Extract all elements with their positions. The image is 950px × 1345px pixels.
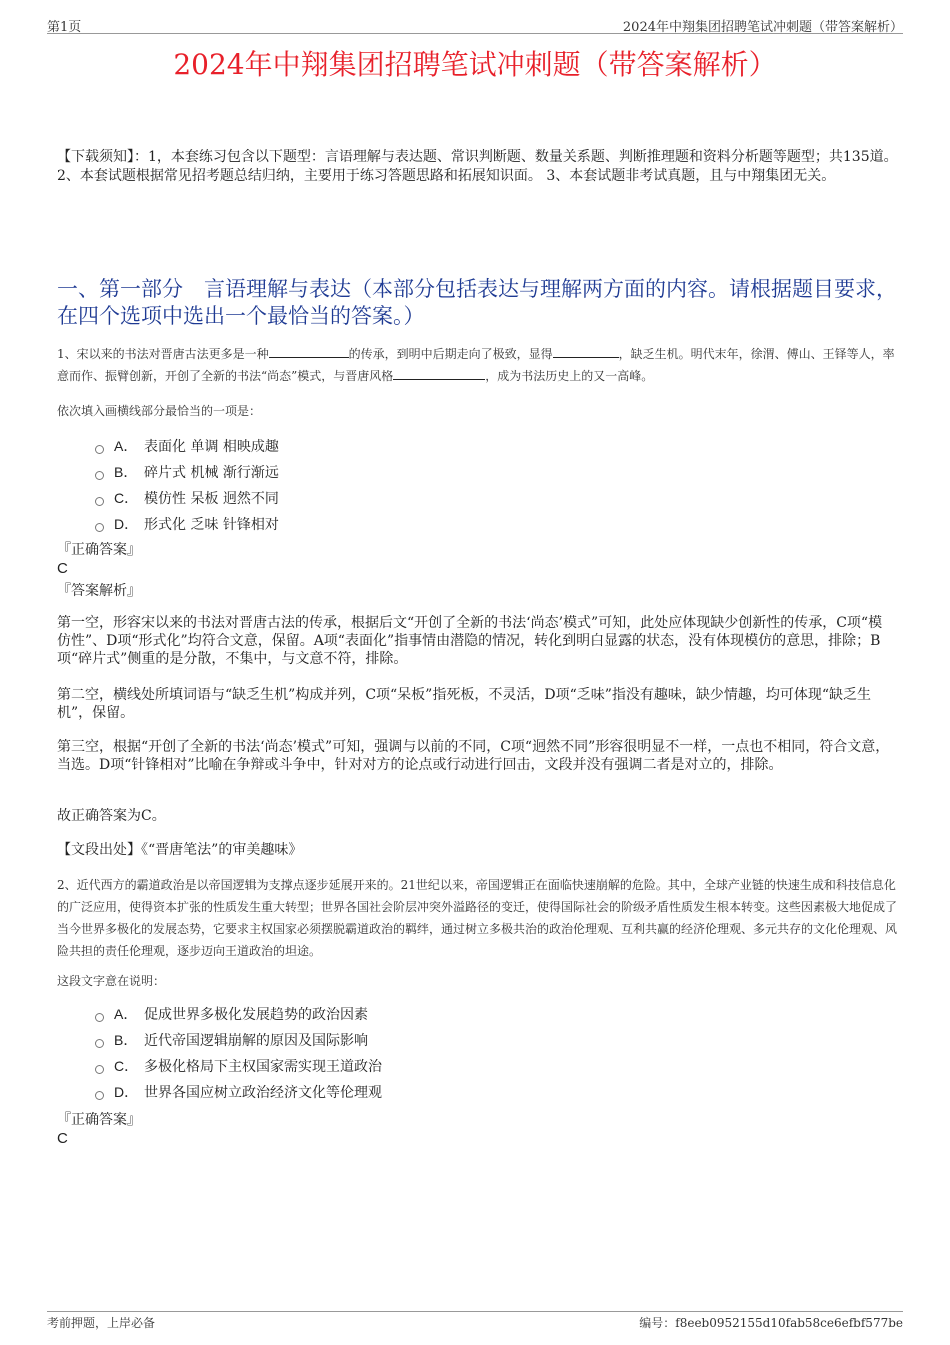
footer-slogan: 考前押题，上岸必备 [47, 1316, 156, 1330]
source-citation: 【文段出处】《“晋唐笔法”的审美趣味》 [57, 842, 303, 858]
analysis-paragraph: 第三空，根据“开创了全新的书法‘尚态’模式”可知，强调与以前的不同，C项“迥然不同”形容很明显不一样，一点也不相同，符合文意，当选。D项“针锋相对”比喻在争辩或斗争中，针对对方的论点或行动进行回击，文段并没有强调二者是对立的，排除。 [57, 739, 890, 773]
radio-icon[interactable] [95, 497, 104, 506]
radio-icon[interactable] [95, 1039, 104, 1048]
radio-icon[interactable] [95, 1091, 104, 1100]
option-a[interactable]: A． 表面化 单调 相映成趣 [95, 433, 279, 459]
question-1-text: 1、宋以来的书法对晋唐古法更多是一种 的传承，到明中后期走向了极致，显得 ，缺乏生机。明代末年，徐渭、傅山、王铎等人，率意而作、振臂创新，开创了全新的书法“尚态”模式，与晋唐风格 ，成为书法历史上的又一高峰。 [57, 347, 895, 383]
header-divider [47, 33, 903, 34]
answer-value: C [57, 1130, 68, 1147]
page-title: 2024年中翔集团招聘笔试冲刺题（带答案解析） [173, 48, 777, 81]
blank-2 [553, 345, 619, 358]
analysis-paragraph: 第二空，横线处所填词语与“缺乏生机”构成并列，C项“呆板”指死板，不灵活，D项“乏味”指没有趣味，缺少情趣，均可体现“缺乏生机”，保留。 [57, 687, 872, 721]
page-number: 第1页 [47, 20, 82, 35]
question-1-prompt: 依次填入画横线部分最恰当的一项是： [57, 404, 262, 418]
question-1-options [95, 433, 279, 537]
option-d[interactable]: D． 世界各国应树立政治经济文化等伦理观 [95, 1079, 382, 1105]
radio-icon[interactable] [95, 1013, 104, 1022]
document-id: 编号：f8eeb0952155d10fab58ce6efbf577be [639, 1316, 903, 1330]
header-doc-title: 2024年中翔集团招聘笔试冲刺题（带答案解析） [622, 20, 903, 35]
question-2-text: 2、近代西方的霸道政治是以帝国逻辑为支撑点逐步延展开来的。21世纪以来，帝国逻辑正在面临快速崩解的危险。其中，全球产业链的快速生成和科技信息化的广泛应用，使得资本扩张的性质发生重大转型；世界各国社会阶层冲突外溢路径的变迁，使得国际社会的阶级矛盾性质发生根本转变。这些因素极大地促成了当今世界多极化的发展态势，它要求主权国家必须摆脱霸道政治的羁绊，通过树立多极共治的政治伦理观、互利共赢的经济伦理观、多元共存的文化伦理观、风险共担的责任伦理观，逐步迈向王道政治的坦途。 [57, 878, 898, 958]
option-b[interactable]: B． 近代帝国逻辑崩解的原因及国际影响 [95, 1027, 382, 1053]
answer-value: C [57, 560, 68, 577]
answer-label: 『正确答案』 [57, 542, 141, 558]
analysis-label: 『答案解析』 [57, 583, 141, 599]
option-a[interactable]: A． 促成世界多极化发展趋势的政治因素 [95, 1001, 382, 1027]
option-b[interactable]: B． 碎片式 机械 渐行渐远 [95, 459, 279, 485]
option-c[interactable]: C． 模仿性 呆板 迥然不同 [95, 485, 279, 511]
answer-label: 『正确答案』 [57, 1112, 141, 1128]
blank-3 [393, 367, 485, 380]
section-title: 一、第一部分 言语理解与表达（本部分包括表达与理解两方面的内容。请根据题目要求，在四个选项中选出一个最恰当的答案。） [57, 277, 897, 328]
download-notice: 【下载须知】：1，本套练习包含以下题型：言语理解与表达题、常识判断题、数量关系题、判断推理题和资料分析题等题型；共135道。 2、本套试题根据常见招考题总结归纳，主要用于练习答题思路和拓展知识面。 3、本套试题非考试真题，且与中翔集团无关。 [57, 149, 898, 184]
radio-icon[interactable] [95, 523, 104, 532]
analysis-paragraph: 第一空，形容宋以来的书法对晋唐古法的传承，根据后文“开创了全新的书法‘尚态’模式”可知，此处应体现缺少创新性的传承，C项“模仿性”、D项“形式化”均符合文意，保留。A项“表面化”指事情由潜隐的情况，转化到明白显露的状态，没有体现模仿的意思，排除；B项“碎片式”侧重的是分散，不集中，与文意不符，排除。 [57, 615, 883, 667]
footer-divider [47, 1311, 903, 1312]
radio-icon[interactable] [95, 1065, 104, 1074]
option-c[interactable]: C． 多极化格局下主权国家需实现王道政治 [95, 1053, 382, 1079]
analysis-conclusion: 故正确答案为C。 [57, 808, 166, 824]
option-d[interactable]: D． 形式化 乏味 针锋相对 [95, 511, 279, 537]
question-2-options [95, 1001, 382, 1105]
radio-icon[interactable] [95, 445, 104, 454]
question-2-prompt: 这段文字意在说明： [57, 974, 166, 988]
radio-icon[interactable] [95, 471, 104, 480]
blank-1 [269, 345, 349, 358]
